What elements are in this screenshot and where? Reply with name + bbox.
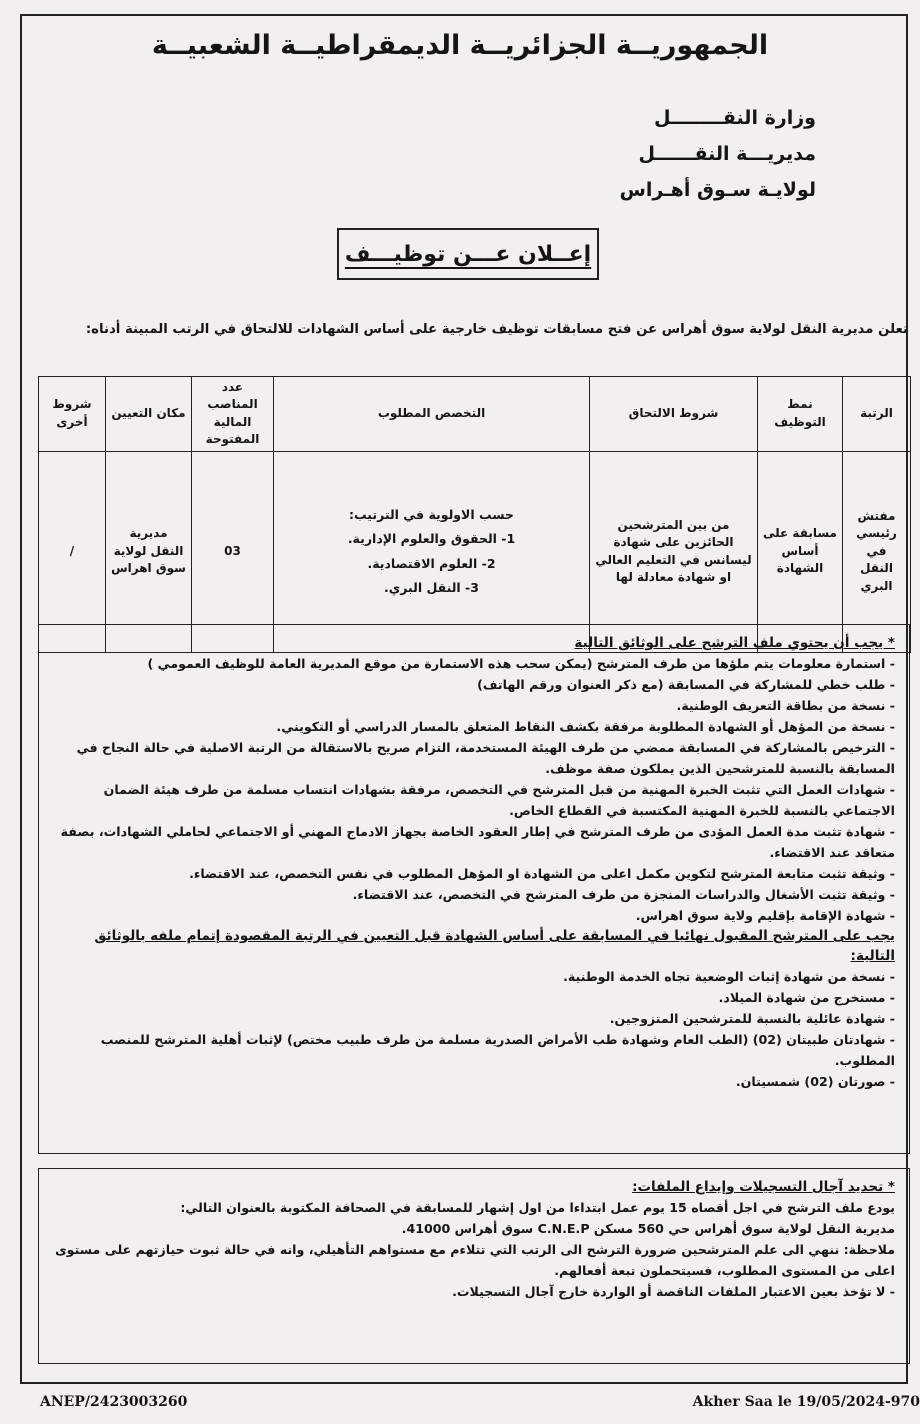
anep-reference: ANEP/2423003260	[40, 1394, 188, 1410]
directorate-name: مديريـــة النقــــــل	[638, 143, 816, 165]
specialty-item: 3- النقل البري.	[384, 579, 479, 595]
specialty-item: 2- العلوم الاقتصادية.	[367, 555, 496, 571]
deadline-note: ملاحظة: ننهي الى علم المترشحين ضرورة الترشح الى الرتب التي تتلاءم مع مستواهم التأهيلي، وانه في حالة ثبوت حيازتهم على مستوى اعلى من المستوى المطلوب، فسيتحملون تبعة أفعالهم.	[55, 1242, 895, 1278]
intro-text: تعلن مديرية النقل لولاية سوق أهراس عن فتح مسابقات توظيف خارجية على أساس الشهادات للالتحاق في الرتب المبينة أدناه:	[85, 322, 908, 337]
deadline-address: مديرية النقل لولاية سوق أهراس حي 560 مسكن C.N.E.P سوق أهراس 41000.	[401, 1221, 895, 1236]
document-item: - شهادات العمل التي تثبت الخبرة المهنية من قبل المترشح في التخصص، مرفقة بشهادات انتساب مسلمة من طرف هيئة الضمان الاجتماعي بالنسبة للخبرة المهنية المكتسبة في القطاع الخاص.	[103, 782, 895, 818]
final-document-item: - نسخة من شهادة إثبات الوضعية تجاه الخدمة الوطنية.	[563, 969, 895, 984]
document-item: - نسخة من المؤهل أو الشهادة المطلوبة مرفقة بكشف النقاط المتعلق بالمسار الدراسي أو التكويني.	[276, 719, 895, 734]
table-header-row	[39, 377, 911, 452]
cell-specialty	[274, 451, 590, 652]
cell-place: مديرية النقل لولاية سوق اهراس	[106, 451, 192, 652]
final-document-item: - مستخرج من شهادة الميلاد.	[718, 990, 895, 1005]
document-item: - طلب خطي للمشاركة في المسابقة (مع ذكر العنوان ورقم الهاتف)	[477, 677, 895, 692]
col-grade: الرتبة	[843, 377, 911, 452]
specialty-intro: حسب الاولوية في الترتيب:	[349, 507, 514, 523]
document-item: - وثيقة تثبت متابعة المترشح لتكوين مكمل اعلى من الشهادة او المؤهل المطلوب في نفس التخصص، عند الاقتضاء.	[189, 866, 895, 881]
col-specialty: التخصص المطلوب	[274, 377, 590, 452]
document-item: - شهادة الإقامة بإقليم ولاية سوق اهراس.	[635, 908, 895, 923]
cell-conditions: من بين المترشحين الحائزين على شهادة ليسانس في التعليم العالي او شهادة معادلة لها	[590, 451, 758, 652]
deadlines-section	[38, 1168, 910, 1364]
cell-mode: مسابقة على أساس الشهادة	[758, 451, 843, 652]
positions-table	[38, 376, 911, 653]
ministry-name: وزارة النقــــــــل	[653, 107, 816, 129]
document-item: - استمارة معلومات يتم ملؤها من طرف المترشح (يمكن سحب هذه الاستمارة من موقع المديرية العامة للوظيف العمومي )	[147, 656, 895, 671]
ministry-block	[496, 100, 816, 208]
republic-header: الجمهوريــة الجزائريــة الديمقراطيــة الشعبيــة	[151, 30, 769, 61]
table-row	[39, 451, 911, 652]
document-item: - الترخيص بالمشاركة في المسابقة ممضي من طرف الهيئة المستخدمة، التزام صريح بالاستقالة من الرتبة الاصلية في حالة النجاح في المسابقة بالنسبة للمترشحين الذين يملكون صفة موظف.	[76, 740, 895, 776]
final-document-item: - شهادة عائلية بالنسبة للمترشحين المتزوجين.	[609, 1011, 895, 1026]
col-other: شروط أخرى	[39, 377, 106, 452]
specialty-item: 1- الحقوق والعلوم الإدارية.	[347, 531, 516, 547]
wilaya-name: لولايـة سـوق أهـراس	[619, 179, 816, 201]
cell-grade: مفتش رئيسي في النقل البري	[843, 451, 911, 652]
cell-other: /	[39, 451, 106, 652]
newspaper-reference: Akher Saa le 19/05/2024-970	[692, 1394, 920, 1410]
col-place: مكان التعيين	[106, 377, 192, 452]
documents-heading: * يجب أن يحتوي ملف الترشح على الوثائق التالية	[574, 635, 895, 651]
deadline-final: - لا تؤخذ بعين الاعتبار الملفات الناقصة أو الواردة خارج آجال التسجيلات.	[452, 1284, 895, 1299]
deadlines-heading: * تحديد آجال التسجيلات وإيداع الملفات:	[632, 1179, 895, 1195]
title-box	[337, 228, 599, 280]
document-item: - وثيقة تثبت الأشغال والدراسات المنجزة من طرف المترشح في التخصص، عند الاقتضاء.	[352, 887, 895, 902]
document-item: - نسخة من بطاقة التعريف الوطنية.	[676, 698, 895, 713]
col-posts: عدد المناصب المالية المفتوحة	[192, 377, 274, 452]
cell-posts: 03	[192, 451, 274, 652]
col-mode: نمط التوظيف	[758, 377, 843, 452]
final-document-item: - صورتان (02) شمسيتان.	[735, 1074, 895, 1089]
documents-section	[38, 624, 910, 1154]
final-document-item: - شهادتان طبيتان (02) (الطب العام وشهادة طب الأمراض الصدرية مسلمة من طرف طبيب مختص) لإثبات أهلية المترشح للمنصب المطلوب.	[100, 1032, 895, 1068]
announcement-title: إعــلان عـــن توظيـــف	[344, 241, 592, 267]
deadline-text: يودع ملف الترشح في اجل أقصاه 15 يوم عمل ابتداءا من اول إشهار للمسابقة في الصحافة المكتوبة بالعنوان التالي:	[180, 1200, 895, 1215]
col-conditions: شروط الالتحاق	[590, 377, 758, 452]
document-item: - شهادة تثبت مدة العمل المؤدى من طرف المترشح في إطار العقود الخاصة بجهاز الادماج المهني أو الاجتماعي لحاملي الشهادات، بصفة متعاقد عند الاقتضاء.	[60, 824, 895, 860]
final-documents-heading: يجب على المترشح المقبول نهائيا في المسابقة على أساس الشهادة قبل التعيين في الرتبة المقصودة إتمام ملفه بالوثائق التالية:	[94, 928, 895, 964]
